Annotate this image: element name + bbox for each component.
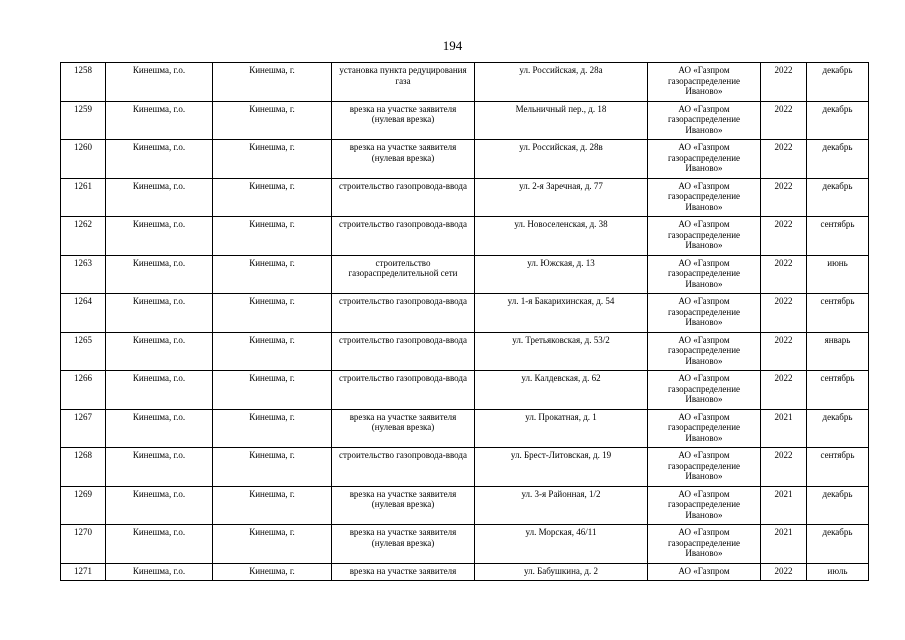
table-body: [61, 63, 869, 581]
cell-address: ул. Прокатная, д. 1: [475, 409, 648, 448]
cell-row-number: 1269: [61, 486, 106, 525]
table-row: [61, 525, 869, 564]
table-row: [61, 140, 869, 179]
cell-locality: Кинешма, г.: [213, 563, 332, 580]
cell-year: 2021: [761, 486, 807, 525]
table-row: [61, 217, 869, 256]
cell-month: декабрь: [807, 178, 869, 217]
cell-row-number: 1270: [61, 525, 106, 564]
cell-organization: АО «Газпром газораспределение Иваново»: [648, 255, 761, 294]
cell-row-number: 1271: [61, 563, 106, 580]
cell-year: 2021: [761, 409, 807, 448]
cell-work-type: установка пункта редуцирования газа: [332, 63, 475, 102]
cell-locality: Кинешма, г.: [213, 525, 332, 564]
gasification-table: [60, 62, 869, 581]
table-row: [61, 294, 869, 333]
cell-address: ул. Третьяковская, д. 53/2: [475, 332, 648, 371]
cell-locality: Кинешма, г.: [213, 140, 332, 179]
table-row: [61, 332, 869, 371]
cell-district: Кинешма, г.о.: [106, 217, 213, 256]
cell-organization: АО «Газпром газораспределение Иваново»: [648, 486, 761, 525]
cell-district: Кинешма, г.о.: [106, 409, 213, 448]
cell-month: декабрь: [807, 140, 869, 179]
table-row: [61, 178, 869, 217]
cell-year: 2022: [761, 63, 807, 102]
cell-district: Кинешма, г.о.: [106, 178, 213, 217]
cell-month: сентябрь: [807, 448, 869, 487]
cell-month: январь: [807, 332, 869, 371]
cell-district: Кинешма, г.о.: [106, 448, 213, 487]
cell-work-type: строительство газопровода-ввода: [332, 294, 475, 333]
cell-organization: АО «Газпром: [648, 563, 761, 580]
cell-address: ул. 3-я Районная, 1/2: [475, 486, 648, 525]
cell-district: Кинешма, г.о.: [106, 63, 213, 102]
cell-year: 2022: [761, 563, 807, 580]
cell-row-number: 1263: [61, 255, 106, 294]
cell-locality: Кинешма, г.: [213, 178, 332, 217]
cell-row-number: 1261: [61, 178, 106, 217]
cell-month: декабрь: [807, 486, 869, 525]
cell-row-number: 1260: [61, 140, 106, 179]
cell-row-number: 1266: [61, 371, 106, 410]
cell-locality: Кинешма, г.: [213, 255, 332, 294]
cell-district: Кинешма, г.о.: [106, 255, 213, 294]
cell-work-type: врезка на участке заявителя (нулевая врезка): [332, 486, 475, 525]
cell-work-type: врезка на участке заявителя (нулевая врезка): [332, 101, 475, 140]
table-row: [61, 486, 869, 525]
cell-month: сентябрь: [807, 294, 869, 333]
cell-year: 2022: [761, 332, 807, 371]
cell-district: Кинешма, г.о.: [106, 486, 213, 525]
cell-locality: Кинешма, г.: [213, 486, 332, 525]
cell-organization: АО «Газпром газораспределение Иваново»: [648, 101, 761, 140]
cell-address: ул. 1-я Бакарихинская, д. 54: [475, 294, 648, 333]
cell-locality: Кинешма, г.: [213, 217, 332, 256]
cell-row-number: 1265: [61, 332, 106, 371]
cell-organization: АО «Газпром газораспределение Иваново»: [648, 63, 761, 102]
cell-address: ул. Российская, д. 28а: [475, 63, 648, 102]
cell-work-type: строительство газопровода-ввода: [332, 178, 475, 217]
cell-row-number: 1259: [61, 101, 106, 140]
table-row: [61, 101, 869, 140]
cell-district: Кинешма, г.о.: [106, 525, 213, 564]
cell-work-type: строительство газопровода-ввода: [332, 448, 475, 487]
cell-row-number: 1262: [61, 217, 106, 256]
cell-organization: АО «Газпром газораспределение Иваново»: [648, 294, 761, 333]
cell-locality: Кинешма, г.: [213, 294, 332, 333]
cell-work-type: врезка на участке заявителя (нулевая врезка): [332, 525, 475, 564]
cell-address: ул. Брест-Литовская, д. 19: [475, 448, 648, 487]
cell-work-type: строительство газопровода-ввода: [332, 217, 475, 256]
cell-month: декабрь: [807, 101, 869, 140]
cell-row-number: 1264: [61, 294, 106, 333]
cell-locality: Кинешма, г.: [213, 332, 332, 371]
cell-district: Кинешма, г.о.: [106, 101, 213, 140]
cell-year: 2021: [761, 525, 807, 564]
cell-year: 2022: [761, 178, 807, 217]
cell-organization: АО «Газпром газораспределение Иваново»: [648, 178, 761, 217]
cell-year: 2022: [761, 371, 807, 410]
cell-row-number: 1258: [61, 63, 106, 102]
cell-month: декабрь: [807, 409, 869, 448]
cell-year: 2022: [761, 140, 807, 179]
cell-district: Кинешма, г.о.: [106, 140, 213, 179]
cell-locality: Кинешма, г.: [213, 101, 332, 140]
cell-work-type: врезка на участке заявителя: [332, 563, 475, 580]
cell-work-type: строительство газопровода-ввода: [332, 371, 475, 410]
cell-address: ул. Калдевская, д. 62: [475, 371, 648, 410]
table-row: [61, 255, 869, 294]
cell-work-type: строительство газораспределительной сети: [332, 255, 475, 294]
cell-address: ул. Новоселенская, д. 38: [475, 217, 648, 256]
cell-organization: АО «Газпром газораспределение Иваново»: [648, 332, 761, 371]
cell-address: ул. Российская, д. 28в: [475, 140, 648, 179]
cell-address: Мельничный пер., д. 18: [475, 101, 648, 140]
cell-address: ул. Бабушкина, д. 2: [475, 563, 648, 580]
table-row: [61, 448, 869, 487]
cell-locality: Кинешма, г.: [213, 371, 332, 410]
cell-month: июнь: [807, 255, 869, 294]
table-row: [61, 409, 869, 448]
cell-work-type: врезка на участке заявителя (нулевая врезка): [332, 409, 475, 448]
cell-year: 2022: [761, 294, 807, 333]
cell-year: 2022: [761, 448, 807, 487]
cell-month: сентябрь: [807, 217, 869, 256]
cell-month: июль: [807, 563, 869, 580]
cell-locality: Кинешма, г.: [213, 409, 332, 448]
cell-month: сентябрь: [807, 371, 869, 410]
cell-address: ул. Южская, д. 13: [475, 255, 648, 294]
cell-row-number: 1267: [61, 409, 106, 448]
cell-work-type: строительство газопровода-ввода: [332, 332, 475, 371]
cell-organization: АО «Газпром газораспределение Иваново»: [648, 371, 761, 410]
table-row: [61, 63, 869, 102]
cell-work-type: врезка на участке заявителя (нулевая врезка): [332, 140, 475, 179]
cell-organization: АО «Газпром газораспределение Иваново»: [648, 525, 761, 564]
cell-year: 2022: [761, 217, 807, 256]
cell-district: Кинешма, г.о.: [106, 332, 213, 371]
cell-locality: Кинешма, г.: [213, 63, 332, 102]
page-number: 194: [442, 38, 463, 53]
cell-year: 2022: [761, 255, 807, 294]
cell-organization: АО «Газпром газораспределение Иваново»: [648, 409, 761, 448]
cell-address: ул. 2-я Заречная, д. 77: [475, 178, 648, 217]
cell-month: декабрь: [807, 63, 869, 102]
table-row: [61, 563, 869, 580]
cell-month: декабрь: [807, 525, 869, 564]
cell-locality: Кинешма, г.: [213, 448, 332, 487]
cell-district: Кинешма, г.о.: [106, 371, 213, 410]
cell-organization: АО «Газпром газораспределение Иваново»: [648, 140, 761, 179]
cell-district: Кинешма, г.о.: [106, 294, 213, 333]
cell-address: ул. Морская, 46/11: [475, 525, 648, 564]
cell-year: 2022: [761, 101, 807, 140]
cell-district: Кинешма, г.о.: [106, 563, 213, 580]
table-row: [61, 371, 869, 410]
cell-row-number: 1268: [61, 448, 106, 487]
cell-organization: АО «Газпром газораспределение Иваново»: [648, 217, 761, 256]
cell-organization: АО «Газпром газораспределение Иваново»: [648, 448, 761, 487]
